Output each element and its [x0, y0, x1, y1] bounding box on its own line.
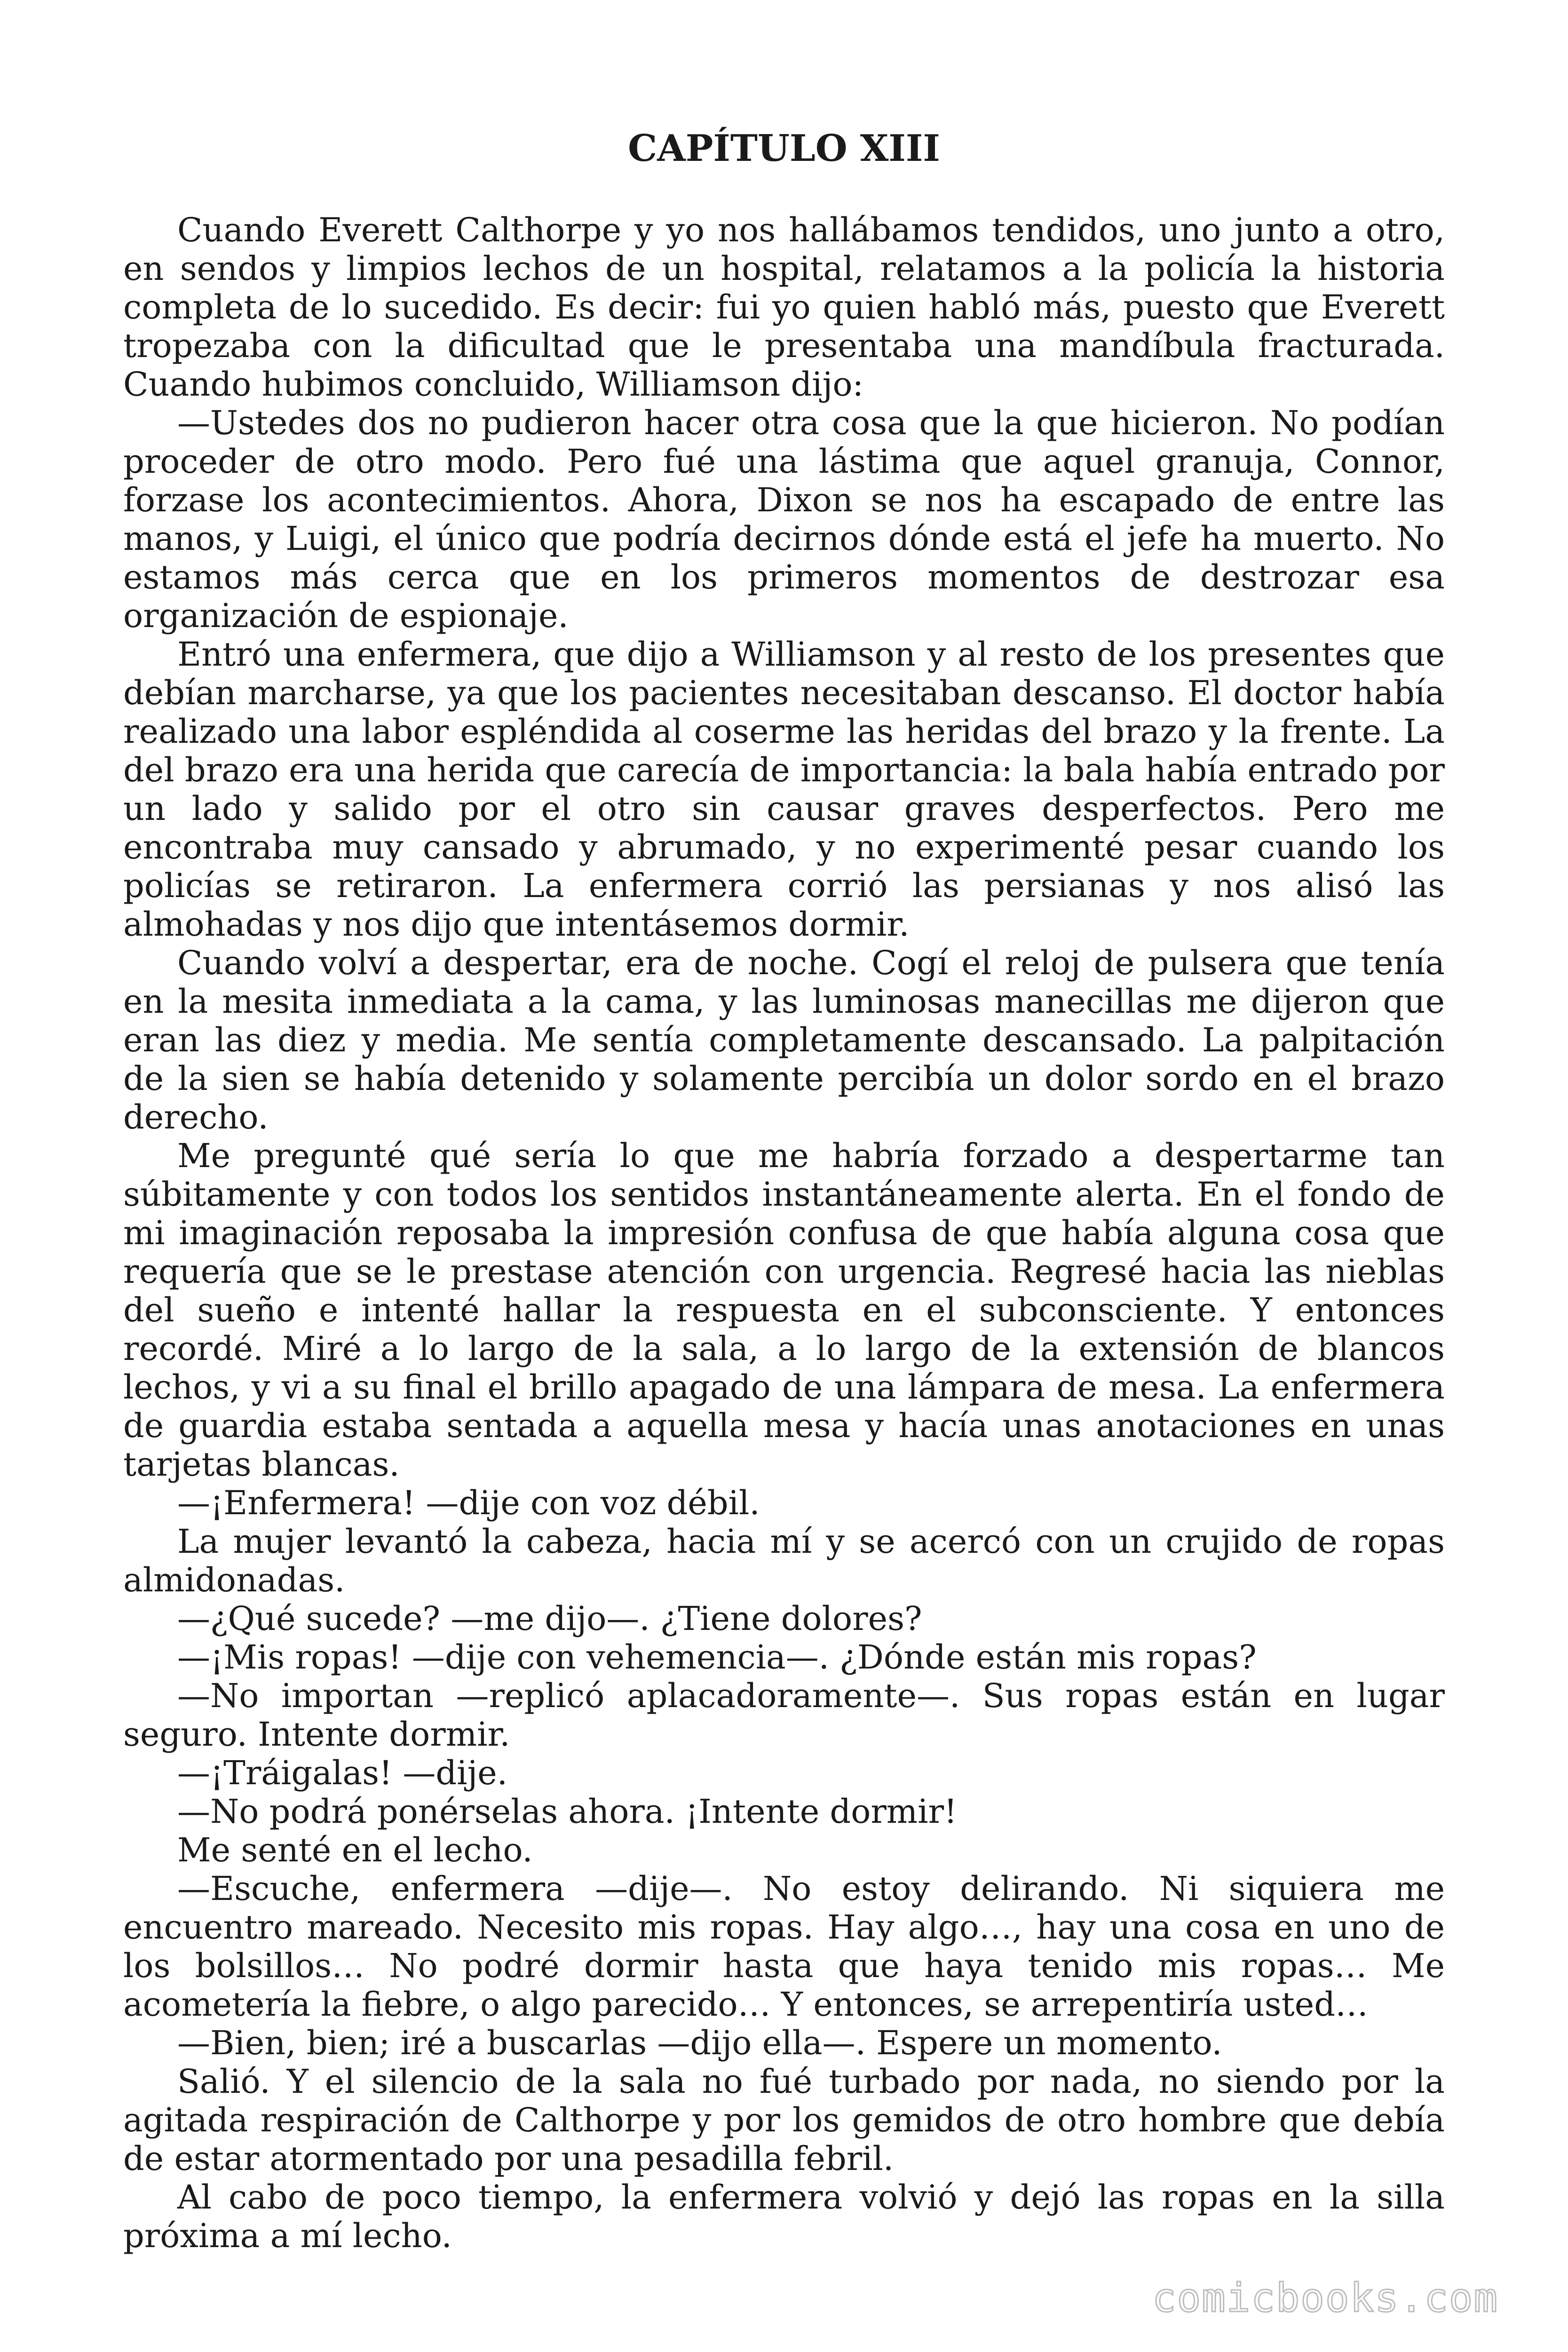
- paragraph: Me pregunté qué sería lo que me habría forzado a despertarme tan súbitamente y con todos los sentidos instantáneamente alerta. En el fondo de mi imaginación reposaba la impresión confusa de que había alguna cosa que requería que se le prestase atención con urgencia. Regresé hacia las nieblas del sueño e intenté hallar la respuesta en el subconsciente. Y entonces recordé. Miré a lo largo de la sala, a lo largo de la extensión de blancos lechos, y vi a su final el brillo apagado de una lámpara de mesa. La enfermera de guardia estaba sentada a aquella mesa y hacía unas anotaciones en unas tarjetas blancas.: [123, 1136, 1445, 1484]
- paragraph: —No podrá ponérselas ahora. ¡Intente dormir!: [177, 1792, 958, 1831]
- paragraph: Me senté en el lecho.: [177, 1831, 533, 1869]
- paragraph: —¡Tráigalas! —dije.: [177, 1754, 507, 1792]
- paragraph: Salió. Y el silencio de la sala no fué turbado por nada, no siendo por la agitada respiración de Calthorpe y por los gemidos de otro hombre que debía de estar atormentado por una pesadilla febril.: [123, 2062, 1445, 2178]
- chapter-body: [123, 211, 1445, 2255]
- paragraph: —Ustedes dos no pudieron hacer otra cosa que la que hicieron. No podían proceder de otro modo. Pero fué una lástima que aquel granuja, Connor, forzase los acontecimientos. Ahora, Dixon se nos ha escapado de entre las manos, y Luigi, el único que podría decirnos dónde está el jefe ha muerto. No estamos más cerca que en los primeros momentos de destrozar esa organización de espionaje.: [123, 404, 1445, 635]
- paragraph: La mujer levantó la cabeza, hacia mí y se acercó con un crujido de ropas almidonadas.: [123, 1522, 1445, 1599]
- paragraph: Entró una enfermera, que dijo a Williamson y al resto de los presentes que debían marcharse, ya que los pacientes necesitaban descanso. El doctor había realizado una labor espléndida al coserme las heridas del brazo y la frente. La del brazo era una herida que carecía de importancia: la bala había entrado por un lado y salido por el otro sin causar graves desperfectos. Pero me encontraba muy cansado y abrumado, y no experimenté pesar cuando los policías se retiraron. La enfermera corrió las persianas y nos alisó las almohadas y nos dijo que intentásemos dormir.: [123, 635, 1445, 944]
- paragraph: —No importan —replicó aplacadoramente—. Sus ropas están en lugar seguro. Intente dormir.: [123, 1677, 1445, 1754]
- paragraph: Cuando Everett Calthorpe y yo nos hallábamos tendidos, uno junto a otro, en sendos y limpios lechos de un hospital, relatamos a la policía la historia completa de lo sucedido. Es decir: fui yo quien habló más, puesto que Everett tropezaba con la dificultad que le presentaba una mandíbula fracturada. Cuando hubimos concluido, Williamson dijo:: [123, 211, 1445, 404]
- paragraph: Cuando volví a despertar, era de noche. Cogí el reloj de pulsera que tenía en la mesita inmediata a la cama, y las luminosas manecillas me dijeron que eran las diez y media. Me sentía completamente descansado. La palpitación de la sien se había detenido y solamente percibía un dolor sordo en el brazo derecho.: [123, 944, 1445, 1136]
- watermark: comicbooks.com: [1152, 2275, 1499, 2321]
- paragraph: —¡Mis ropas! —dije con vehemencia—. ¿Dónde están mis ropas?: [177, 1638, 1257, 1677]
- paragraph: —¡Enfermera! —dije con voz débil.: [177, 1484, 760, 1522]
- paragraph: —¿Qué sucede? —me dijo—. ¿Tiene dolores?: [177, 1599, 922, 1638]
- paragraph: —Bien, bien; iré a buscarlas —dijo ella—. Espere un momento.: [177, 2024, 1222, 2062]
- paragraph: —Escuche, enfermera —dije—. No estoy delirando. Ni siquiera me encuentro mareado. Necesito mis ropas. Hay algo…, hay una cosa en uno de los bolsillos… No podré dormir hasta que haya tenido mis ropas… Me acometería la fiebre, o algo parecido… Y entonces, se arrepentiría usted…: [123, 1869, 1445, 2024]
- chapter-title: CAPÍTULO XIII: [628, 127, 940, 170]
- paragraph: Al cabo de poco tiempo, la enfermera volvió y dejó las ropas en la silla próxima a mí lecho.: [123, 2178, 1445, 2255]
